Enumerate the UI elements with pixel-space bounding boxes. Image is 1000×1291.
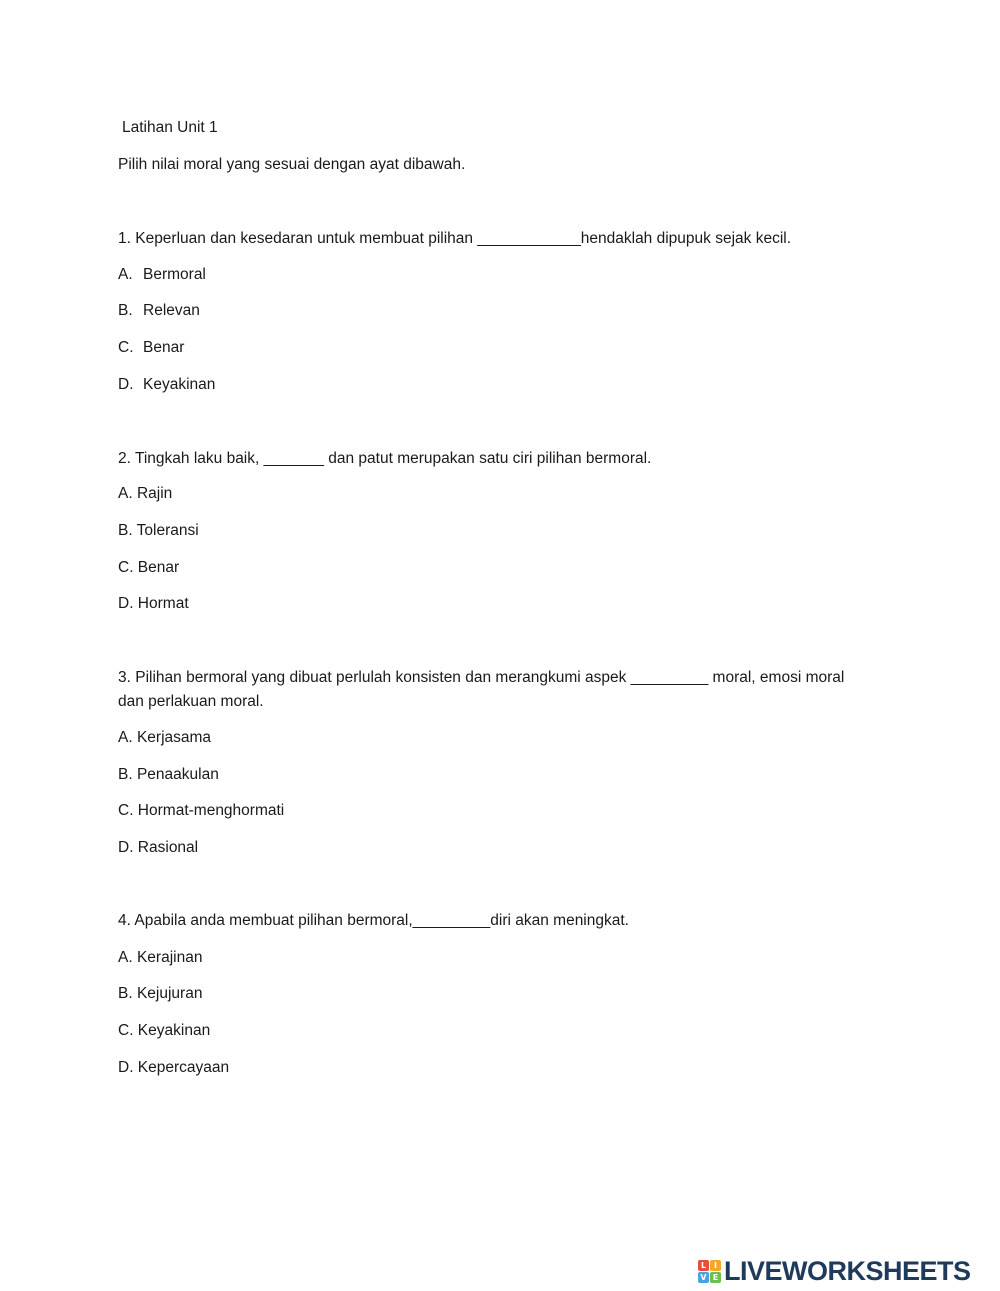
instruction-text: Pilih nilai moral yang sesuai dengan ayat dibawah.	[118, 156, 466, 173]
logo-icon-tile: I	[710, 1260, 721, 1271]
question-4-option-d[interactable]: D. Kepercayaan	[118, 1059, 230, 1076]
option-letter: A.	[118, 266, 133, 283]
question-2-option-c[interactable]: C. Benar	[118, 559, 180, 576]
option-letter: B.	[118, 302, 133, 319]
question-1-option-a[interactable]	[118, 263, 206, 287]
question-3-option-a[interactable]: A. Kerjasama	[118, 729, 212, 746]
option-letter: C.	[118, 339, 134, 356]
question-1-text: 1. Keperluan dan kesedaran untuk membuat pilihan ____________hendaklah dipupuk sejak kecil.	[118, 230, 792, 247]
question-3-text: 3. Pilihan bermoral yang dibuat perlulah konsisten dan merangkumi aspek _________ moral, emosi moral dan perlakuan moral.	[118, 669, 845, 710]
question-1-option-d[interactable]	[118, 373, 215, 397]
question-2-option-a[interactable]: A. Rajin	[118, 485, 173, 502]
logo-icon-tile: V	[698, 1272, 709, 1283]
question-3-option-b[interactable]: B. Penaakulan	[118, 766, 219, 783]
logo-icon-tile: L	[698, 1260, 709, 1271]
question-4-option-b[interactable]: B. Kejujuran	[118, 985, 203, 1002]
question-2-option-b[interactable]: B. Toleransi	[118, 522, 199, 539]
question-4-option-c[interactable]: C. Keyakinan	[118, 1022, 211, 1039]
option-label: Benar	[143, 339, 185, 356]
question-2-option-d[interactable]: D. Hormat	[118, 595, 189, 612]
liveworksheets-logo-icon	[698, 1260, 721, 1283]
question-3-option-c[interactable]: C. Hormat-menghormati	[118, 802, 285, 819]
question-2-text: 2. Tingkah laku baik, _______ dan patut merupakan satu ciri pilihan bermoral.	[118, 450, 652, 467]
option-label: Relevan	[143, 302, 200, 319]
option-label: Keyakinan	[143, 376, 216, 393]
option-letter: D.	[118, 376, 134, 393]
worksheet-title: Latihan Unit 1	[122, 119, 218, 136]
question-3-option-d[interactable]: D. Rasional	[118, 839, 199, 856]
question-1-option-b[interactable]	[118, 299, 200, 323]
question-4-option-a[interactable]: A. Kerajinan	[118, 949, 203, 966]
liveworksheets-logo	[698, 1256, 971, 1286]
liveworksheets-logo-text: LIVEWORKSHEETS	[724, 1255, 971, 1286]
option-label: Bermoral	[143, 266, 206, 283]
question-1-option-c[interactable]	[118, 336, 184, 360]
logo-icon-tile: E	[710, 1272, 721, 1283]
question-4-text: 4. Apabila anda membuat pilihan bermoral,_________diri akan meningkat.	[118, 912, 629, 929]
